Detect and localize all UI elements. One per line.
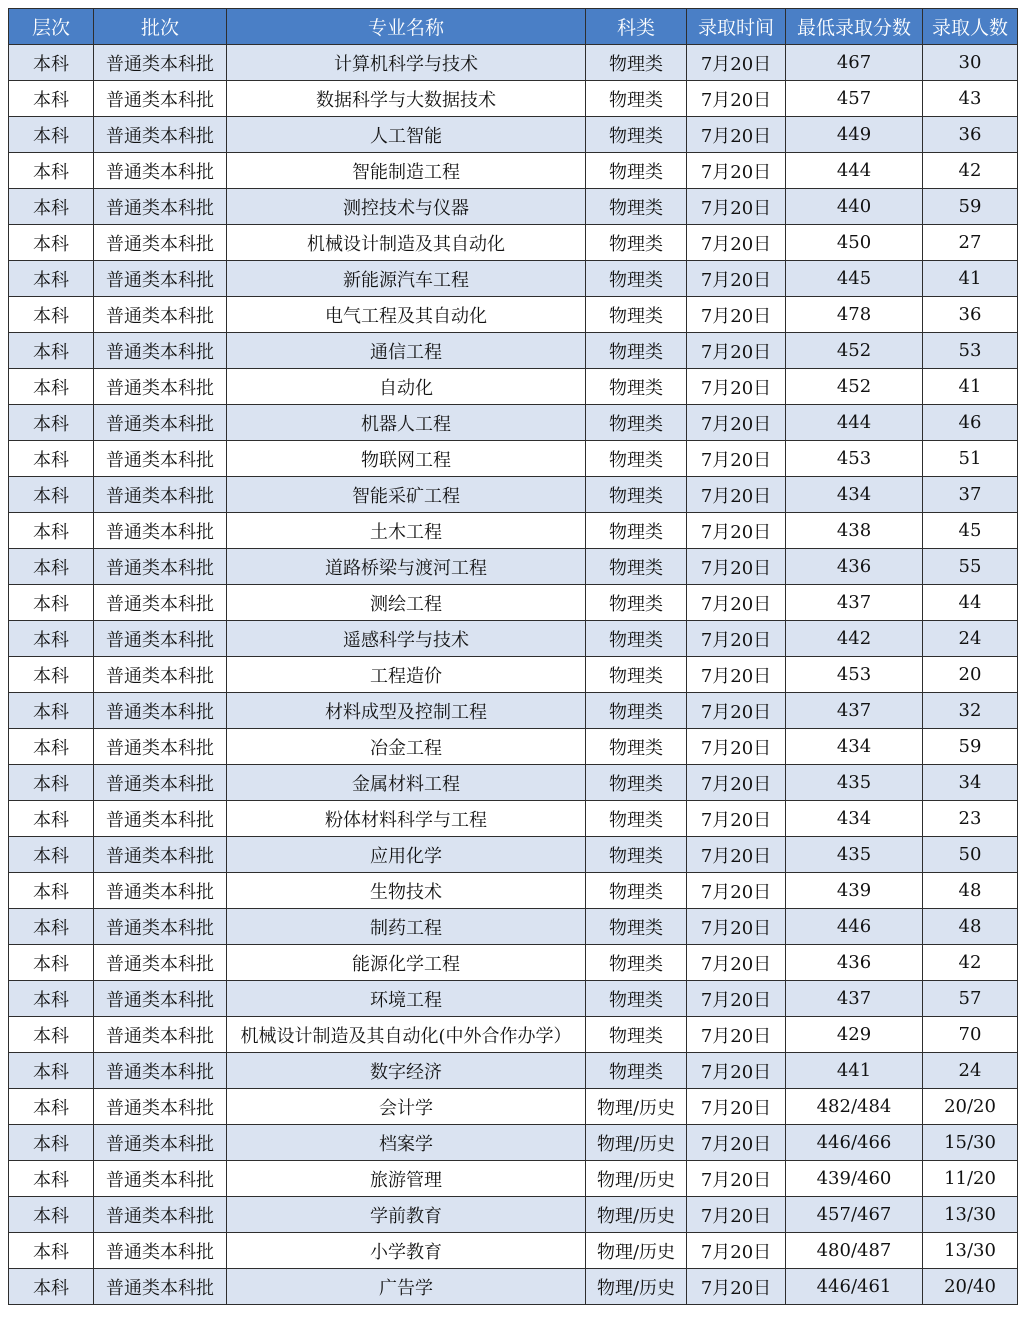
cell-date: 7月20日 [687,45,786,81]
cell-count: 13/30 [923,1233,1018,1269]
cell-date: 7月20日 [687,693,786,729]
cell-min-score: 439/460 [786,1161,923,1197]
cell-batch: 普通类本科批 [94,441,227,477]
cell-level: 本科 [9,153,94,189]
cell-batch: 普通类本科批 [94,81,227,117]
cell-date: 7月20日 [687,1197,786,1233]
cell-date: 7月20日 [687,909,786,945]
cell-min-score: 457/467 [786,1197,923,1233]
cell-batch: 普通类本科批 [94,909,227,945]
cell-batch: 普通类本科批 [94,1269,227,1305]
cell-subject: 物理/历史 [586,1125,687,1161]
cell-min-score: 434 [786,477,923,513]
cell-level: 本科 [9,1017,94,1053]
cell-major: 材料成型及控制工程 [227,693,586,729]
table-row [9,189,1018,225]
cell-count: 48 [923,909,1018,945]
cell-count: 30 [923,45,1018,81]
cell-count: 50 [923,837,1018,873]
cell-level: 本科 [9,1197,94,1233]
cell-min-score: 435 [786,837,923,873]
cell-major: 测绘工程 [227,585,586,621]
cell-min-score: 438 [786,513,923,549]
cell-subject: 物理类 [586,225,687,261]
cell-subject: 物理类 [586,729,687,765]
cell-major: 道路桥梁与渡河工程 [227,549,586,585]
cell-min-score: 482/484 [786,1089,923,1125]
cell-subject: 物理类 [586,261,687,297]
cell-major: 物联网工程 [227,441,586,477]
cell-subject: 物理类 [586,837,687,873]
table-row [9,1269,1018,1305]
cell-batch: 普通类本科批 [94,549,227,585]
cell-major: 土木工程 [227,513,586,549]
cell-batch: 普通类本科批 [94,333,227,369]
cell-level: 本科 [9,333,94,369]
cell-date: 7月20日 [687,1269,786,1305]
admission-table-container [8,8,1018,1305]
cell-batch: 普通类本科批 [94,765,227,801]
table-row [9,1089,1018,1125]
header-batch: 批次 [94,9,227,45]
cell-subject: 物理类 [586,297,687,333]
cell-count: 59 [923,729,1018,765]
cell-level: 本科 [9,981,94,1017]
table-row [9,1197,1018,1233]
cell-subject: 物理类 [586,765,687,801]
cell-major: 小学教育 [227,1233,586,1269]
cell-min-score: 442 [786,621,923,657]
cell-subject: 物理类 [586,153,687,189]
cell-min-score: 445 [786,261,923,297]
cell-level: 本科 [9,657,94,693]
table-row [9,81,1018,117]
cell-batch: 普通类本科批 [94,45,227,81]
cell-level: 本科 [9,1161,94,1197]
cell-min-score: 444 [786,153,923,189]
cell-batch: 普通类本科批 [94,945,227,981]
cell-date: 7月20日 [687,189,786,225]
cell-count: 11/20 [923,1161,1018,1197]
cell-level: 本科 [9,585,94,621]
cell-level: 本科 [9,189,94,225]
header-subject: 科类 [586,9,687,45]
cell-subject: 物理类 [586,81,687,117]
cell-batch: 普通类本科批 [94,405,227,441]
cell-min-score: 446/466 [786,1125,923,1161]
cell-date: 7月20日 [687,981,786,1017]
cell-date: 7月20日 [687,513,786,549]
cell-batch: 普通类本科批 [94,1053,227,1089]
cell-subject: 物理类 [586,333,687,369]
cell-major: 能源化学工程 [227,945,586,981]
table-row [9,945,1018,981]
cell-count: 24 [923,1053,1018,1089]
cell-major: 新能源汽车工程 [227,261,586,297]
cell-subject: 物理类 [586,693,687,729]
cell-count: 20 [923,657,1018,693]
cell-level: 本科 [9,477,94,513]
cell-major: 计算机科学与技术 [227,45,586,81]
cell-batch: 普通类本科批 [94,189,227,225]
cell-date: 7月20日 [687,549,786,585]
cell-batch: 普通类本科批 [94,585,227,621]
cell-date: 7月20日 [687,873,786,909]
cell-batch: 普通类本科批 [94,117,227,153]
cell-count: 51 [923,441,1018,477]
cell-date: 7月20日 [687,657,786,693]
cell-subject: 物理类 [586,981,687,1017]
cell-min-score: 467 [786,45,923,81]
cell-count: 36 [923,117,1018,153]
cell-date: 7月20日 [687,369,786,405]
cell-min-score: 449 [786,117,923,153]
cell-major: 档案学 [227,1125,586,1161]
cell-date: 7月20日 [687,1089,786,1125]
cell-subject: 物理类 [586,549,687,585]
cell-min-score: 434 [786,801,923,837]
table-row [9,477,1018,513]
cell-level: 本科 [9,549,94,585]
header-major: 专业名称 [227,9,586,45]
table-row [9,1161,1018,1197]
table-row [9,297,1018,333]
cell-date: 7月20日 [687,441,786,477]
table-row [9,153,1018,189]
cell-count: 46 [923,405,1018,441]
cell-major: 金属材料工程 [227,765,586,801]
cell-count: 13/30 [923,1197,1018,1233]
cell-subject: 物理类 [586,873,687,909]
cell-date: 7月20日 [687,1053,786,1089]
cell-major: 自动化 [227,369,586,405]
cell-min-score: 444 [786,405,923,441]
cell-batch: 普通类本科批 [94,225,227,261]
table-row [9,1053,1018,1089]
cell-batch: 普通类本科批 [94,693,227,729]
cell-date: 7月20日 [687,261,786,297]
cell-major: 工程造价 [227,657,586,693]
cell-min-score: 437 [786,981,923,1017]
header-date: 录取时间 [687,9,786,45]
cell-subject: 物理类 [586,117,687,153]
header-level: 层次 [9,9,94,45]
table-row [9,117,1018,153]
cell-level: 本科 [9,837,94,873]
cell-major: 生物技术 [227,873,586,909]
cell-subject: 物理类 [586,585,687,621]
cell-count: 42 [923,945,1018,981]
cell-count: 37 [923,477,1018,513]
cell-batch: 普通类本科批 [94,621,227,657]
cell-batch: 普通类本科批 [94,261,227,297]
cell-level: 本科 [9,621,94,657]
table-row [9,621,1018,657]
cell-level: 本科 [9,117,94,153]
cell-level: 本科 [9,765,94,801]
cell-min-score: 439 [786,873,923,909]
cell-level: 本科 [9,297,94,333]
cell-batch: 普通类本科批 [94,981,227,1017]
cell-count: 45 [923,513,1018,549]
cell-count: 34 [923,765,1018,801]
cell-level: 本科 [9,909,94,945]
cell-count: 42 [923,153,1018,189]
cell-date: 7月20日 [687,1161,786,1197]
cell-date: 7月20日 [687,225,786,261]
cell-major: 机械设计制造及其自动化(中外合作办学） [227,1017,586,1053]
cell-subject: 物理类 [586,441,687,477]
cell-level: 本科 [9,1233,94,1269]
cell-min-score: 453 [786,441,923,477]
cell-subject: 物理/历史 [586,1269,687,1305]
cell-batch: 普通类本科批 [94,1197,227,1233]
table-row [9,261,1018,297]
cell-subject: 物理类 [586,405,687,441]
cell-level: 本科 [9,81,94,117]
cell-level: 本科 [9,801,94,837]
cell-subject: 物理类 [586,45,687,81]
cell-major: 测控技术与仪器 [227,189,586,225]
cell-min-score: 450 [786,225,923,261]
cell-min-score: 436 [786,945,923,981]
cell-level: 本科 [9,261,94,297]
cell-count: 53 [923,333,1018,369]
cell-date: 7月20日 [687,333,786,369]
cell-min-score: 452 [786,369,923,405]
cell-date: 7月20日 [687,729,786,765]
cell-date: 7月20日 [687,405,786,441]
cell-count: 32 [923,693,1018,729]
cell-batch: 普通类本科批 [94,1089,227,1125]
cell-count: 57 [923,981,1018,1017]
cell-level: 本科 [9,225,94,261]
cell-min-score: 440 [786,189,923,225]
cell-major: 会计学 [227,1089,586,1125]
cell-min-score: 436 [786,549,923,585]
cell-date: 7月20日 [687,801,786,837]
cell-level: 本科 [9,945,94,981]
cell-date: 7月20日 [687,1233,786,1269]
cell-min-score: 446/461 [786,1269,923,1305]
table-row [9,1233,1018,1269]
cell-subject: 物理类 [586,369,687,405]
cell-batch: 普通类本科批 [94,837,227,873]
cell-batch: 普通类本科批 [94,729,227,765]
cell-date: 7月20日 [687,621,786,657]
cell-min-score: 437 [786,585,923,621]
cell-major: 数据科学与大数据技术 [227,81,586,117]
cell-min-score: 457 [786,81,923,117]
cell-subject: 物理/历史 [586,1161,687,1197]
cell-subject: 物理/历史 [586,1233,687,1269]
cell-min-score: 429 [786,1017,923,1053]
cell-level: 本科 [9,369,94,405]
table-row [9,729,1018,765]
cell-major: 通信工程 [227,333,586,369]
cell-subject: 物理类 [586,477,687,513]
table-row [9,981,1018,1017]
cell-major: 制药工程 [227,909,586,945]
cell-level: 本科 [9,513,94,549]
admission-table [8,8,1018,1305]
table-row [9,225,1018,261]
cell-batch: 普通类本科批 [94,1161,227,1197]
table-row [9,873,1018,909]
cell-major: 粉体材料科学与工程 [227,801,586,837]
cell-level: 本科 [9,441,94,477]
header-min-score: 最低录取分数 [786,9,923,45]
cell-date: 7月20日 [687,153,786,189]
cell-count: 59 [923,189,1018,225]
cell-batch: 普通类本科批 [94,153,227,189]
cell-count: 41 [923,369,1018,405]
table-row [9,549,1018,585]
cell-date: 7月20日 [687,945,786,981]
cell-level: 本科 [9,1053,94,1089]
header-count: 录取人数 [923,9,1018,45]
cell-major: 应用化学 [227,837,586,873]
cell-min-score: 441 [786,1053,923,1089]
table-body [9,45,1018,1305]
cell-date: 7月20日 [687,765,786,801]
cell-major: 环境工程 [227,981,586,1017]
cell-count: 15/30 [923,1125,1018,1161]
cell-count: 27 [923,225,1018,261]
cell-batch: 普通类本科批 [94,477,227,513]
cell-major: 遥感科学与技术 [227,621,586,657]
cell-count: 41 [923,261,1018,297]
cell-batch: 普通类本科批 [94,873,227,909]
cell-min-score: 480/487 [786,1233,923,1269]
table-row [9,333,1018,369]
cell-major: 智能采矿工程 [227,477,586,513]
cell-batch: 普通类本科批 [94,1125,227,1161]
table-row [9,405,1018,441]
table-row [9,1017,1018,1053]
cell-min-score: 437 [786,693,923,729]
cell-major: 智能制造工程 [227,153,586,189]
table-row [9,369,1018,405]
cell-count: 24 [923,621,1018,657]
cell-level: 本科 [9,1125,94,1161]
cell-subject: 物理类 [586,621,687,657]
cell-count: 20/20 [923,1089,1018,1125]
cell-subject: 物理类 [586,657,687,693]
cell-batch: 普通类本科批 [94,801,227,837]
cell-subject: 物理/历史 [586,1089,687,1125]
cell-major: 数字经济 [227,1053,586,1089]
cell-min-score: 478 [786,297,923,333]
cell-major: 机械设计制造及其自动化 [227,225,586,261]
cell-batch: 普通类本科批 [94,1017,227,1053]
table-row [9,837,1018,873]
cell-level: 本科 [9,1269,94,1305]
cell-subject: 物理类 [586,801,687,837]
table-row [9,909,1018,945]
cell-subject: 物理类 [586,1053,687,1089]
cell-count: 55 [923,549,1018,585]
cell-level: 本科 [9,693,94,729]
cell-date: 7月20日 [687,117,786,153]
table-row [9,585,1018,621]
cell-date: 7月20日 [687,477,786,513]
table-row [9,801,1018,837]
cell-count: 43 [923,81,1018,117]
cell-level: 本科 [9,405,94,441]
cell-major: 冶金工程 [227,729,586,765]
table-row [9,513,1018,549]
cell-major: 电气工程及其自动化 [227,297,586,333]
cell-count: 48 [923,873,1018,909]
cell-major: 人工智能 [227,117,586,153]
table-header-row [9,9,1018,45]
cell-batch: 普通类本科批 [94,513,227,549]
cell-count: 23 [923,801,1018,837]
table-row [9,45,1018,81]
table-row [9,657,1018,693]
cell-batch: 普通类本科批 [94,297,227,333]
cell-min-score: 453 [786,657,923,693]
cell-major: 学前教育 [227,1197,586,1233]
cell-date: 7月20日 [687,1017,786,1053]
cell-subject: 物理类 [586,909,687,945]
cell-min-score: 446 [786,909,923,945]
cell-subject: 物理类 [586,945,687,981]
cell-subject: 物理类 [586,513,687,549]
table-row [9,693,1018,729]
cell-major: 机器人工程 [227,405,586,441]
cell-count: 20/40 [923,1269,1018,1305]
cell-batch: 普通类本科批 [94,657,227,693]
cell-count: 36 [923,297,1018,333]
table-row [9,765,1018,801]
cell-min-score: 434 [786,729,923,765]
table-row [9,441,1018,477]
cell-level: 本科 [9,873,94,909]
cell-batch: 普通类本科批 [94,1233,227,1269]
cell-date: 7月20日 [687,297,786,333]
cell-major: 旅游管理 [227,1161,586,1197]
table-row [9,1125,1018,1161]
cell-date: 7月20日 [687,585,786,621]
cell-batch: 普通类本科批 [94,369,227,405]
cell-subject: 物理类 [586,189,687,225]
cell-min-score: 452 [786,333,923,369]
cell-level: 本科 [9,729,94,765]
cell-date: 7月20日 [687,837,786,873]
cell-date: 7月20日 [687,81,786,117]
cell-level: 本科 [9,45,94,81]
cell-major: 广告学 [227,1269,586,1305]
cell-subject: 物理类 [586,1017,687,1053]
cell-count: 70 [923,1017,1018,1053]
cell-date: 7月20日 [687,1125,786,1161]
cell-min-score: 435 [786,765,923,801]
cell-subject: 物理/历史 [586,1197,687,1233]
cell-count: 44 [923,585,1018,621]
cell-level: 本科 [9,1089,94,1125]
